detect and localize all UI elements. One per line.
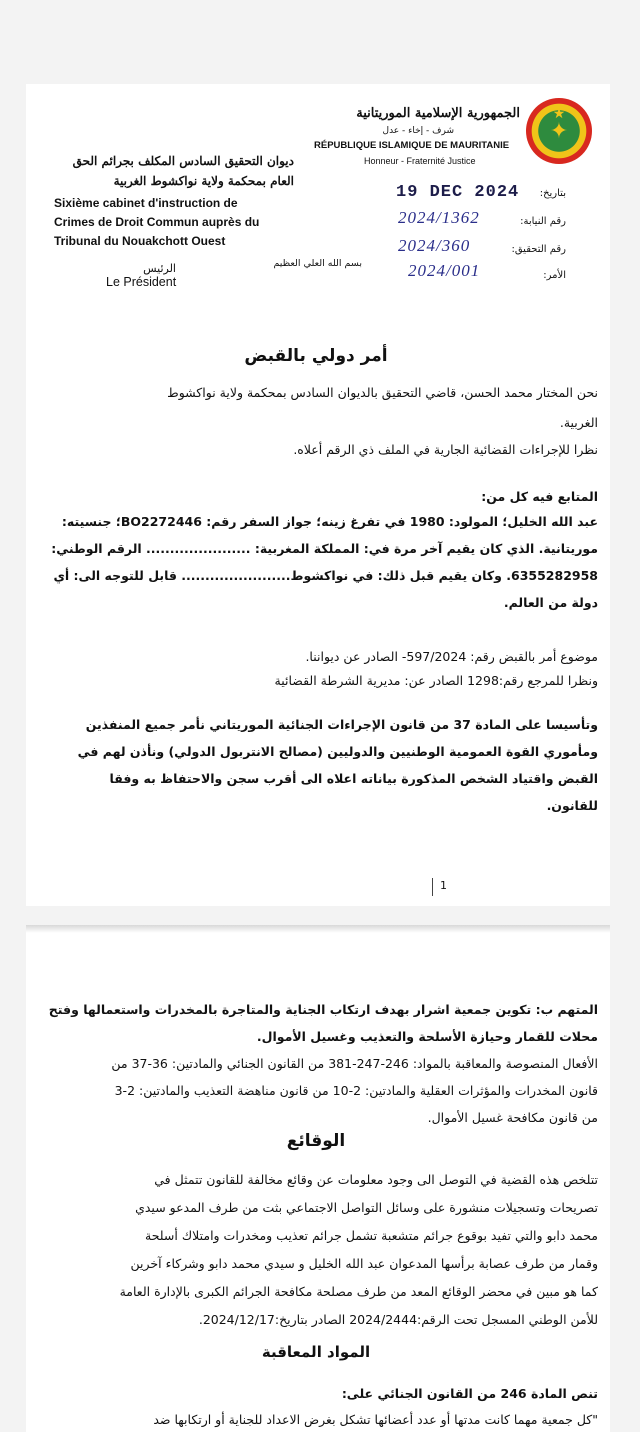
president-label-arabic: الرئيس [143, 262, 176, 275]
order-number-value: 2024/001 [408, 261, 481, 280]
accused-line-2: موريتانية. الذي كان يقيم آخر مرة في: المملكة المغربية: ...................... الرقم الوطني: [51, 541, 598, 556]
national-emblem-icon [526, 98, 592, 164]
motto-french: Honneur - Fraternité Justice [364, 156, 476, 166]
facts-line-4: وقمار من طرف عصابة برأسها المدعوان عبد الله الخليل و سيدي محمد دابو وشركاء آخرين [130, 1256, 598, 1271]
investigation-number-value: 2024/360 [398, 236, 471, 255]
emblem-palm-icon: ✦ [549, 119, 569, 144]
order-number-label: الأمر: [543, 270, 566, 281]
document-title: أمر دولي بالقبض [244, 346, 388, 366]
article-246-heading: تنص المادة 246 من القانون الجنائي على: [341, 1386, 598, 1401]
page-number-divider [432, 878, 433, 896]
intro-line-2: الغربية. [559, 415, 598, 430]
investigation-number-label: رقم التحقيق: [511, 244, 566, 255]
acts-line-1: الأفعال المنصوصة والمعاقبة بالمواد: 246-247-381 من القانون الجنائي والمادتين: 36-37 من [111, 1056, 598, 1071]
republic-name-arabic: الجمهورية الإسلامية الموريتانية [356, 106, 520, 121]
facts-line-2: تصريحات وتسجيلات منشورة على وسائل التواصل الاجتماعي بثت من طرف المدعو سيدي [135, 1200, 598, 1215]
page-number: 1 [440, 879, 447, 892]
legal-basis-line-1: وتأسيسا على المادة 37 من قانون الإجراءات الجنائية الموريتاني نأمر جميع المنفذين [85, 717, 598, 732]
intro-line-3: نظرا للإجراءات القضائية الجارية في الملف ذي الرقم أعلاه. [293, 442, 598, 457]
intro-line-1: نحن المختار محمد الحسن، قاضي التحقيق بالديوان السادس بمحكمة ولاية نواكشوط [167, 385, 598, 400]
cabinet-name-french-line1: Sixième cabinet d'instruction de [54, 196, 238, 210]
accused-line-4: دولة من العالم. [503, 595, 598, 610]
cabinet-name-arabic-line2: العام بمحكمة ولاية نواكشوط الغربية [113, 174, 294, 188]
prosecution-number-value: 2024/1362 [398, 208, 480, 227]
arrest-order-subject: موضوع أمر بالقبض رقم: 597/2024- الصادر عن ديواننا. [305, 649, 598, 664]
legal-basis-line-3: القبض واقتياد الشخص المذكورة بياناته اعلاه الى أقرب سجن والاحتفاظ به وفقا [109, 771, 598, 786]
facts-heading: الوقائع [286, 1131, 346, 1151]
motto-arabic: شرف - إخاء - عدل [382, 126, 454, 136]
article-246-line-1: "كل جمعية مهما كانت مدتها أو عدد أعضائها تشكل بغرض الاعداد للجناية أو ارتكابها ضد [153, 1412, 598, 1427]
legal-basis-line-2: ومأموري القوة العمومية الوطنيين والدوليين (مصالح الانتربول الدولي) ونأذن لهم في [77, 744, 598, 759]
facts-line-3: محمد دابو والتي تفيد بوقوع جرائم متشعبة تشمل جرائم تعذيب ومخدرات وامتلاك أسلحة [145, 1228, 598, 1243]
cabinet-name-arabic-line1: ديوان التحقيق السادس المكلف بجرائم الحق [72, 154, 294, 168]
police-reference: ونظرا للمرجع رقم:1298 الصادر عن: مديرية الشرطة القضائية [274, 673, 598, 688]
date-stamp: 19 DEC 2024 [396, 183, 520, 202]
basmala: بسم الله العلي العظيم [273, 258, 362, 269]
acts-line-3: من قانون مكافحة غسيل الأموال. [427, 1110, 598, 1125]
document-page-1 [26, 84, 610, 906]
charge-line-1: المتهم ب: تكوين جمعية اشرار بهدف ارتكاب الجناية والمتاجرة بالمخدرات واستعمالها وفتح [48, 1002, 598, 1017]
facts-line-1: تتلخص هذه القضية في التوصل الى وجود معلومات عن وقائع مخالفة للقانون تتمثل في [154, 1172, 598, 1187]
charge-line-2: محلات للقمار وحيازة الأسلحة والتعذيب وغسيل الأموال. [256, 1029, 598, 1044]
cabinet-name-french-line3: Tribunal du Nouakchott Ouest [54, 234, 226, 248]
president-label-french: Le Président [106, 275, 177, 289]
prosecution-number-label: رقم النيابة: [520, 216, 566, 227]
accused-line-1: عبد الله الخليل؛ المولود: 1980 في تفرغ زينه؛ جواز السفر رقم: BO2272446؛ جنسيته: [61, 514, 598, 529]
republic-name-french: RÉPUBLIQUE ISLAMIQUE DE MAURITANIE [314, 140, 510, 151]
accused-line-3: 6355282958. وكان يقيم قبل ذلك: في نواكشوط....................... قابل للتوجه الى: أي [53, 568, 598, 583]
accused-heading: المتابع فيه كل من: [481, 489, 598, 504]
document-page-2 [26, 925, 610, 1432]
cabinet-name-french-line2: Crimes de Droit Commun auprès du [54, 215, 260, 229]
date-label: بتاريخ: [539, 188, 566, 199]
penal-articles-heading: المواد المعاقبة [261, 1343, 371, 1361]
legal-basis-line-4: للقانون. [546, 798, 598, 813]
facts-line-5: كما هو مبين في محضر الوقائع المعد من طرف مصلحة مكافحة الجرائم الكبرى بالإدارة العامة [119, 1284, 598, 1299]
facts-line-6: للأمن الوطني المسجل تحت الرقم:2024/2444 الصادر بتاريخ:2024/12/17. [198, 1312, 598, 1327]
acts-line-2: قانون المخدرات والمؤثرات العقلية والمادتين: 2-10 من قانون مناهضة التعذيب والمادتين: 2-3 [114, 1083, 598, 1098]
emblem-star-icon: ★ [552, 106, 566, 122]
